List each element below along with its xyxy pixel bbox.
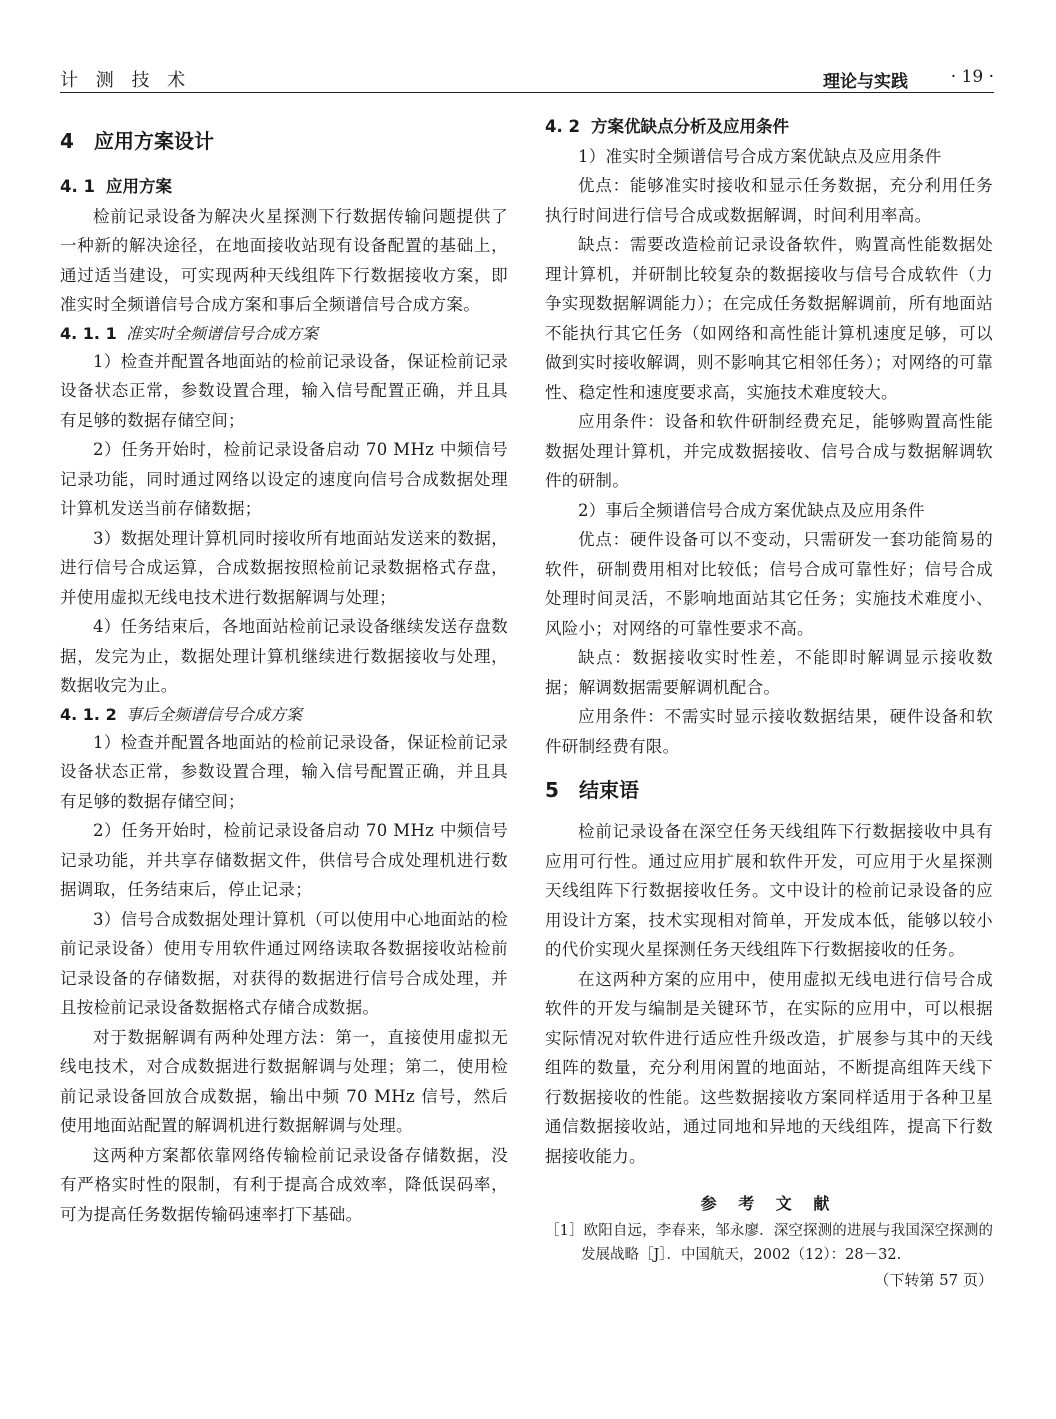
section-4-1-1-heading (60, 320, 508, 347)
running-header (60, 62, 994, 93)
section-number: 4. 1 (60, 177, 95, 196)
references-heading: 参 考 文 献 (700, 1194, 838, 1213)
page-number: · 19 · (950, 67, 994, 87)
section-title: 准实时全频谱信号合成方案 (126, 323, 319, 343)
section-4-1-2-heading (60, 701, 508, 728)
paragraph: 优点：硬件设备可以不变动，只需研发一套功能简易的软件，研制费用相对比较低；信号合成可靠性好；信号合成处理时间灵活，不影响地面站其它任务；实施技术难度小、风险小；对网络的可靠性要求不高。 (545, 530, 993, 638)
section-title: 应用方案设计 (94, 129, 214, 153)
section-5-heading (545, 775, 993, 805)
paragraph: 检前记录设备为解决火星探测下行数据传输问题提供了一种新的解决途径，在地面接收站现有设备配置的基础上，通过适当建设，可实现两种天线组阵下行数据接收方案，即准实时全频谱信号合成方案和事后全频谱信号合成方案。 (60, 206, 508, 314)
paragraph: 2）事后全频谱信号合成方案优缺点及应用条件 (578, 500, 925, 520)
section-title: 结束语 (579, 778, 639, 802)
list-item: 2）任务开始时，检前记录设备启动 70 MHz 中频信号记录功能，同时通过网络以设定的速度向信号合成数据处理计算机发送当前存储数据； (60, 440, 508, 518)
section-number: 5 (545, 778, 559, 802)
section-title: 方案优缺点分析及应用条件 (591, 117, 789, 136)
section-title: 应用方案 (106, 177, 172, 196)
section-number: 4 (60, 129, 74, 153)
list-item: 2）任务开始时，检前记录设备启动 70 MHz 中频信号记录功能，并共享存储数据文件，供信号合成处理机进行数据调取，任务结束后，停止记录； (60, 821, 508, 899)
reference-item: ［1］欧阳自远，李春来，邹永廖．深空探测的进展与我国深空探测的发展战略［J］．中国航天，2002（12）：28－32. (545, 1223, 993, 1263)
paragraph: 这两种方案都依靠网络传输检前记录设备存储数据，没有严格实时性的限制，有利于提高合成效率，降低误码率，可为提高任务数据传输码速率打下基础。 (60, 1145, 508, 1224)
paragraph: 检前记录设备在深空任务天线组阵下行数据接收中具有应用可行性。通过应用扩展和软件开发，可应用于火星探测天线组阵下行数据接收任务。文中设计的检前记录设备的应用设计方案，技术实现相对简单，开发成本低，能够以较小的代价实现火星探测任务天线组阵下行数据接收的任务。 (545, 822, 993, 959)
section-number: 4. 2 (545, 117, 580, 136)
section-title: 事后全频谱信号合成方案 (126, 704, 303, 724)
list-item: 4）任务结束后，各地面站检前记录设备继续发送存盘数据，发完为止，数据处理计算机继续进行数据接收与处理，数据收完为止。 (60, 617, 508, 695)
paragraph: 缺点：需要改造检前记录设备软件，购置高性能数据处理计算机，并研制比较复杂的数据接收与信号合成软件（力争实现数据解调能力）；在完成任务数据解调前，所有地面站不能执行其它任务（如网络和高性能计算机速度足够，可以做到实时接收解调，则不影响其它相邻任务）；对网络的可靠性、稳定性和速度要求高，实施技术难度较大。 (545, 235, 993, 402)
paragraph: 应用条件：不需实时显示接收数据结果，硬件设备和软件研制经费有限。 (545, 707, 993, 756)
section-number: 4. 1. 1 (60, 323, 117, 343)
section-4-1-heading (60, 172, 508, 202)
list-item: 3）数据处理计算机同时接收所有地面站发送来的数据，进行信号合成运算，合成数据按照检前记录数据格式存盘，并使用虚拟无线电技术进行数据解调与处理； (60, 528, 508, 607)
paragraph: 应用条件：设备和软件研制经费充足，能够购置高性能数据处理计算机，并完成数据接收、信号合成与数据解调软件的研制。 (545, 412, 993, 490)
paragraph: 1）准实时全频谱信号合成方案优缺点及应用条件 (578, 146, 942, 166)
paragraph: 对于数据解调有两种处理方法：第一，直接使用虚拟无线电技术，对合成数据进行数据解调与处理；第二，使用检前记录设备回放合成数据，输出中频 70 MHz 信号，然后使用地面站配置的解调机进行数据解调与处理。 (60, 1027, 508, 1135)
section-4-2-heading (545, 112, 993, 142)
list-item: 1）检查并配置各地面站的检前记录设备，保证检前记录设备状态正常，参数设置合理，输入信号配置正确，并且具有足够的数据存储空间； (60, 351, 508, 430)
paragraph: 缺点：数据接收实时性差，不能即时解调显示接收数据；解调数据需要解调机配合。 (545, 648, 993, 697)
journal-name: 计 测 技 术 (60, 70, 192, 91)
section-4-heading (60, 126, 508, 156)
section-number: 4. 1. 2 (60, 704, 117, 724)
paragraph: 在这两种方案的应用中，使用虚拟无线电进行信号合成软件的开发与编制是关键环节，在实际的应用中，可以根据实际情况对软件进行适应性升级改造，扩展参与其中的天线组阵的数量，充分利用闲置的地面站，不断提高组阵天线下行数据接收的性能。这些数据接收方案同样适用于各种卫星通信数据接收站，通过同地和异地的天线组阵，提高下行数据接收能力。 (545, 969, 993, 1166)
left-column (60, 112, 508, 1229)
list-item: 1）检查并配置各地面站的检前记录设备，保证检前记录设备状态正常，参数设置合理，输入信号配置正确，并且具有足够的数据存储空间； (60, 732, 508, 811)
section-name: 理论与实践 (823, 72, 908, 92)
list-item: 3）信号合成数据处理计算机（可以使用中心地面站的检前记录设备）使用专用软件通过网络读取各数据接收站检前记录设备的存储数据，对获得的数据进行信号合成处理，并且按检前记录设备数据格式存储合成数据。 (60, 909, 508, 1017)
continued-note: （下转第 57 页） (874, 1271, 993, 1289)
paragraph: 优点：能够准实时接收和显示任务数据，充分利用任务执行时间进行信号合成或数据解调，时间利用率高。 (545, 176, 993, 225)
right-column (545, 112, 993, 1293)
